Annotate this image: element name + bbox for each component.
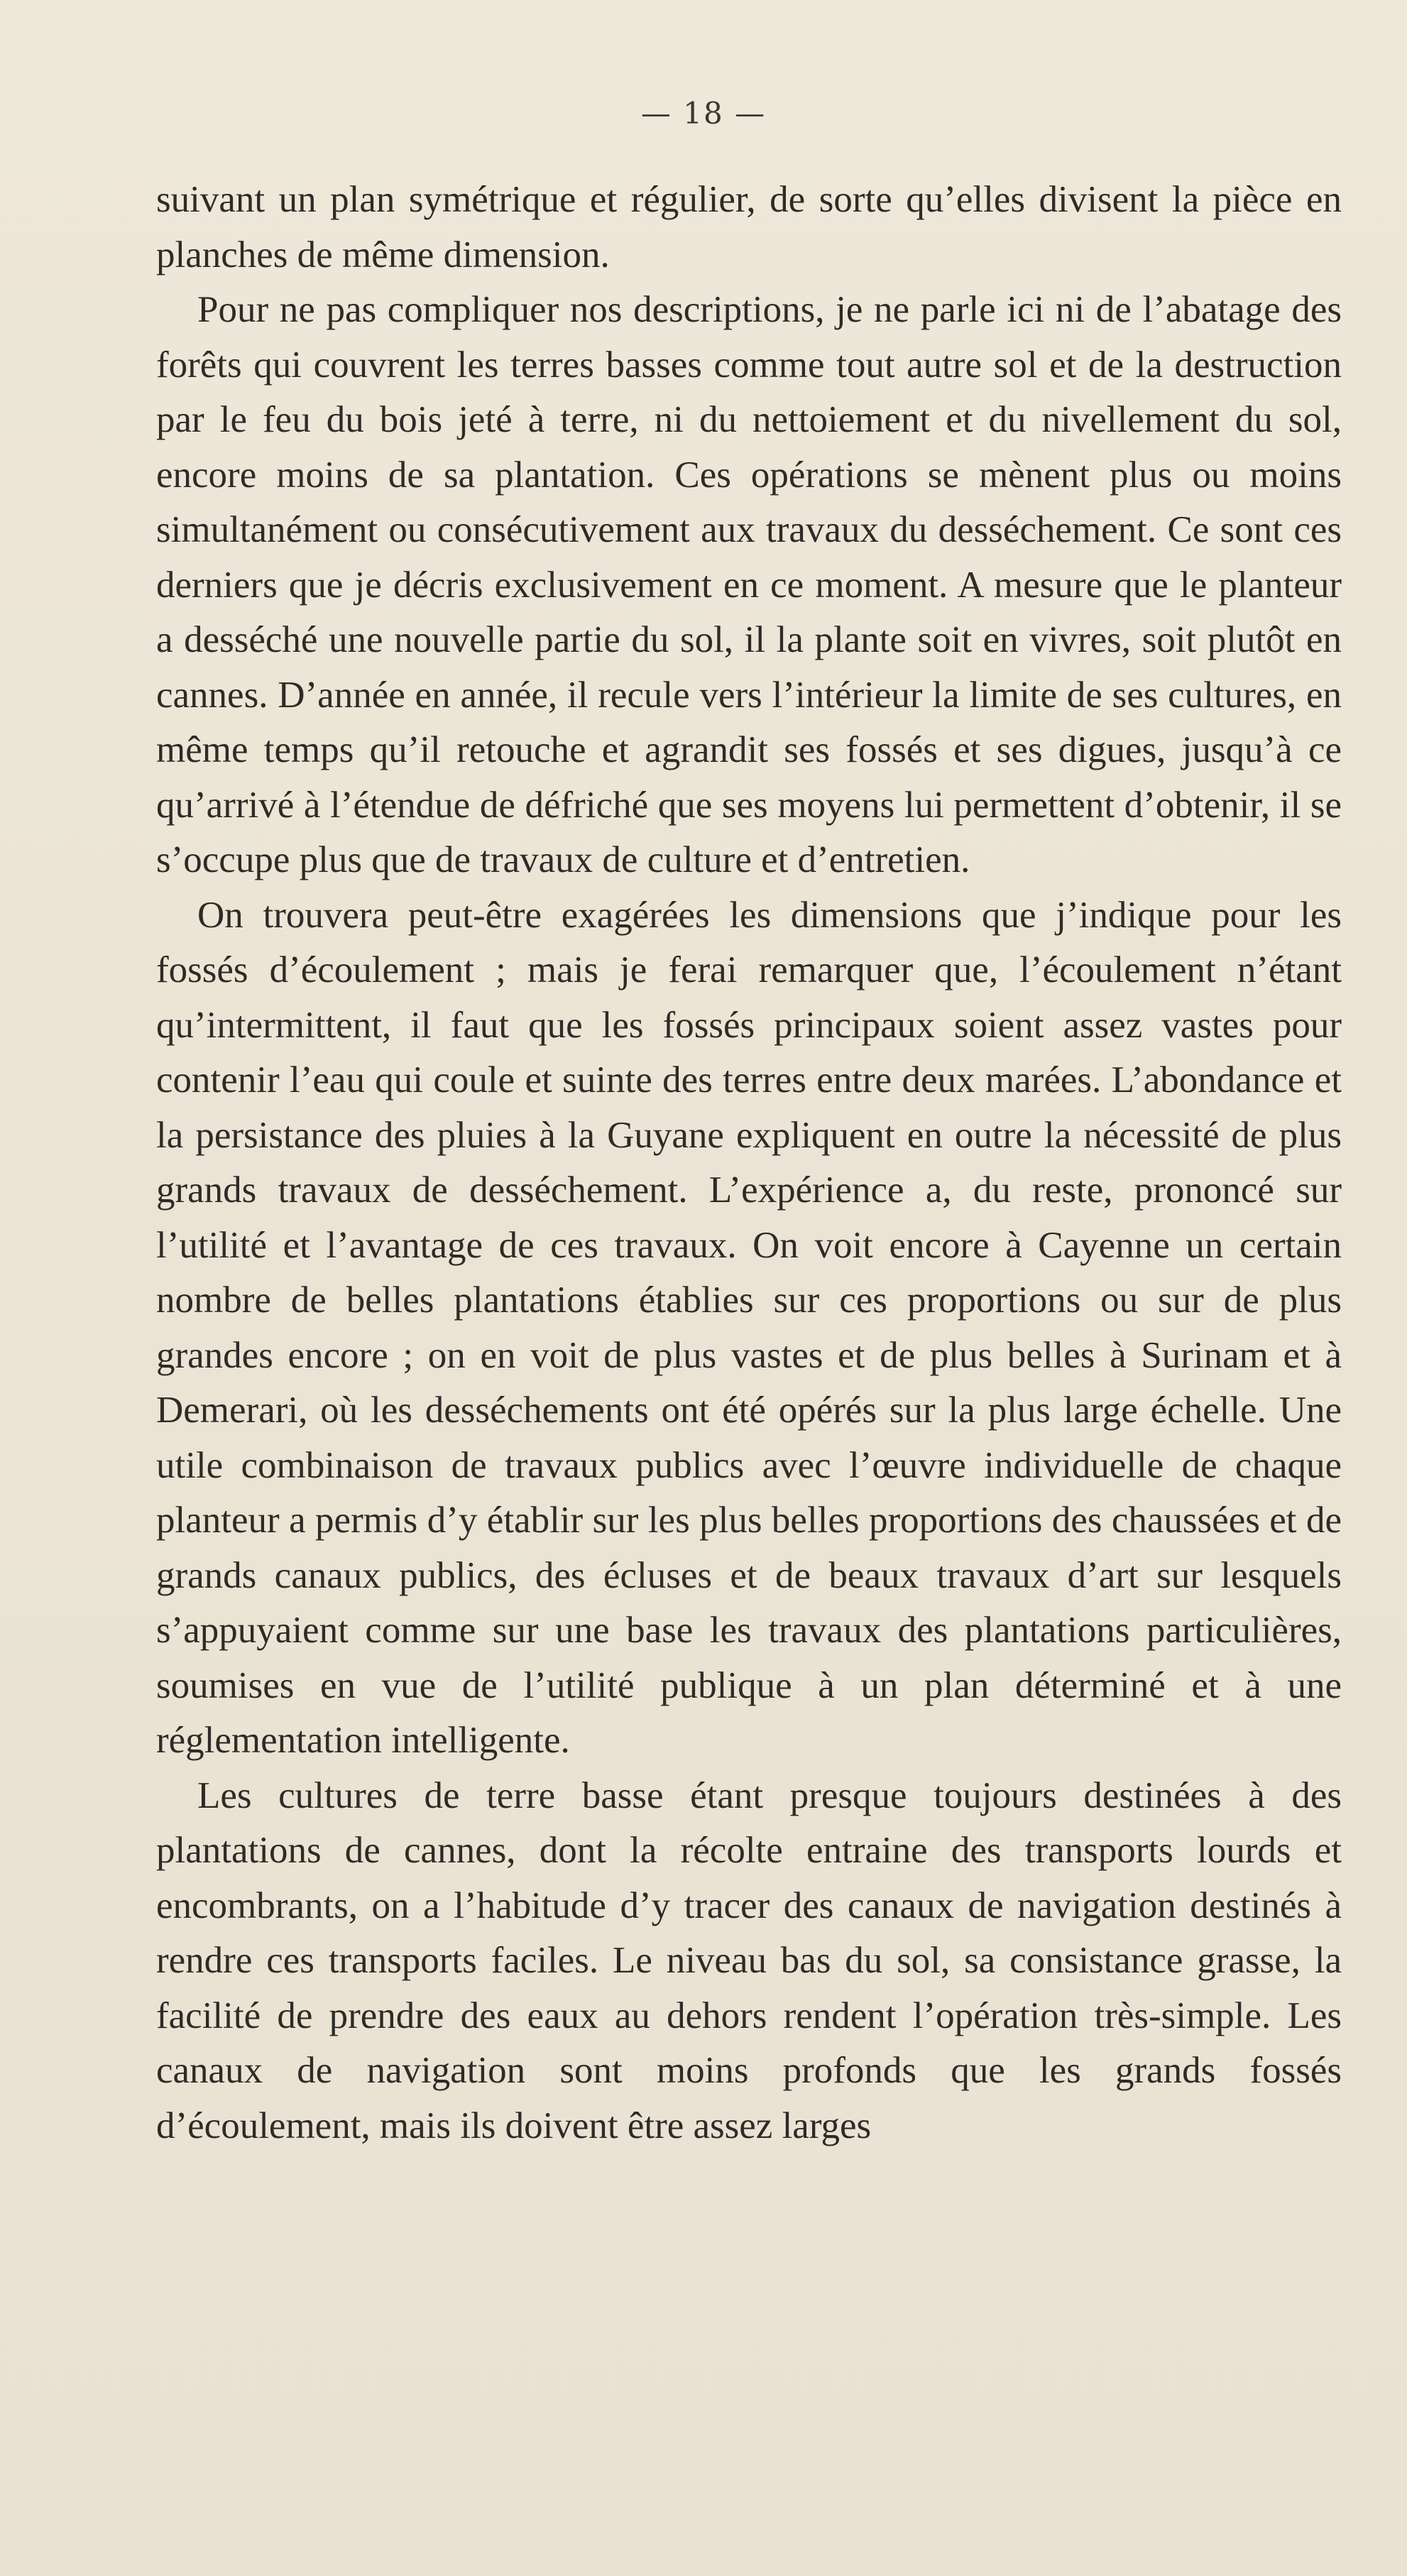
paragraph-descriptions: Pour ne pas compliquer nos descriptions, je ne parle ici ni de l’abatage des forêts qui couvrent les terres basses comme tout autre sol et de la destruction par le feu du bois jeté à terre, ni du nettoiement et du nivellement du sol, encore moins de sa plantation. Ces opérations se mènent plus ou moins simultanément ou consécutivement aux travaux du desséchement. Ce sont ces derniers que je décris exclusivement en ce moment. A mesure que le planteur a desséché une nouvelle partie du sol, il la plante soit en vivres, soit plutôt en cannes. D’année en année, il recule vers l’intérieur la limite de ses cultures, en même temps qu’il retouche et agrandit ses fossés et ses digues, jusqu’à ce qu’arrivé à l’étendue de défriché que ses moyens lui permettent d’obtenir, il se s’occupe plus que de travaux de culture et d’entretien. <box>156 289 1342 880</box>
body-text <box>156 173 1342 2154</box>
page-number: — 18 — <box>640 96 767 131</box>
paragraph-cultures: Les cultures de terre basse étant presque toujours destinées à des plantations de cannes, dont la récolte entraine des transports lourds et encombrants, on a l’habitude d’y tracer des canaux de navigation destinés à rendre ces transports faciles. Le niveau bas du sol, sa consistance grasse, la facilité de prendre des eaux au dehors rendent l’opération très-simple. Les canaux de navigation sont moins profonds que les grands fossés d’écoulement, mais ils doivent être assez larges <box>156 1774 1342 2146</box>
paragraph-dimensions: On trouvera peut-être exagérées les dimensions que j’indique pour les fossés d’écoulement ; mais je ferai remarquer que, l’écoulement n’étant qu’intermittent, il faut que les fossés principaux soient assez vastes pour contenir l’eau qui coule et suinte des terres entre deux marées. L’abondance et la persistance des pluies à la Guyane expliquent en outre la nécessité de plus grands travaux de desséchement. L’expérience a, du reste, prononcé sur l’utilité et l’avantage de ces travaux. On voit encore à Cayenne un certain nombre de belles plantations établies sur ces proportions ou sur de plus grandes encore ; on en voit de plus vastes et de plus belles à Surinam et à Demerari, où les desséchements ont été opérés sur la plus large échelle. Une utile combinaison de travaux publics avec l’œuvre individuelle de chaque planteur a permis d’y établir sur les plus belles proportions des chaussées et de grands canaux publics, des écluses et de beaux travaux d’art sur lesquels s’appuyaient comme sur une base les travaux des plantations particulières, soumises en vue de l’utilité publique à un plan déterminé et à une réglementation intelligente. <box>156 894 1342 1761</box>
paragraph-continuation: suivant un plan symétrique et régulier, de sorte qu’elles divisent la pièce en planches de même dimension. <box>156 179 1342 275</box>
